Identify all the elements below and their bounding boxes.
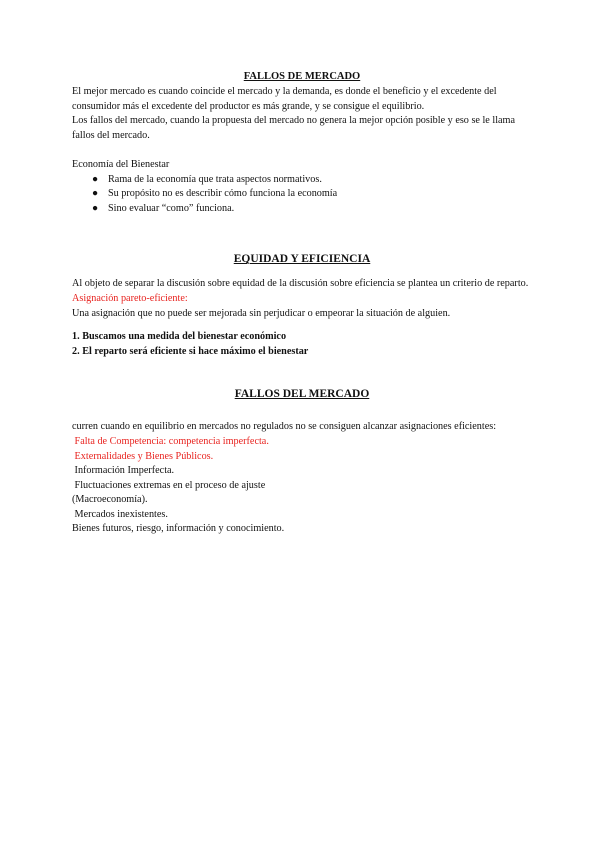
paragraph-asignacion-definicion: Una asignación que no puede ser mejorada sin perjudicar o empeorar la situación de alguien. — [72, 307, 451, 319]
paragraph-objeto-separar: Al objeto de separar la discusión sobre equidad de la discusión sobre eficiencia se plantea un criterio de reparto. — [72, 278, 529, 290]
list-item-bienes-futuros: Bienes futuros, riesgo, información y conocimiento. — [72, 523, 285, 535]
subtitle-economia-bienestar: Economía del Bienestar — [72, 158, 170, 170]
bullet-item — [92, 187, 532, 202]
bullet-text: Rama de la economía que trata aspectos normativos. — [108, 173, 322, 185]
bullet-icon: ● — [92, 188, 99, 200]
blank-line — [72, 143, 532, 158]
bullet-text: Su propósito no es describir cómo funciona la economía — [108, 188, 338, 200]
bullet-item — [92, 173, 532, 188]
paragraph-fallos-definicion: Los fallos del mercado, cuando la propuesta del mercado no genera la mejor opción posible y eso se le llama fallos del mercado. — [72, 115, 516, 141]
bullet-text: Sino evaluar “como” funciona. — [108, 202, 235, 214]
bullet-item — [92, 202, 532, 217]
blank-line — [72, 321, 532, 330]
list-item-informacion-imperfecta: Información Imperfecta. — [72, 465, 175, 477]
section-title-fallos-del-mercado: FALLOS DEL MERCADO — [234, 388, 370, 401]
bullet-list-bienestar — [72, 173, 532, 217]
numbered-point-2: 2. El reparto será eficiente si hace máximo el bienestar — [72, 345, 309, 357]
list-item-fluctuaciones: Fluctuaciones extremas en el proceso de ajuste — [72, 479, 266, 491]
list-item-mercados-inexistentes: Mercados inexistentes. — [72, 508, 168, 520]
bullet-icon: ● — [92, 202, 99, 214]
document-content — [72, 70, 532, 537]
paragraph-mejor-mercado: El mejor mercado es cuando coincide el mercado y la demanda, es donde el beneficio y el excedente del consumidor más el excedente del productor es más grande, y se consigue el equilibrio. — [72, 86, 497, 112]
section-title-equidad-eficiencia: EQUIDAD Y EFICIENCIA — [233, 253, 371, 266]
section-title-fallos-de-mercado: FALLOS DE MERCADO — [243, 71, 361, 82]
bullet-icon: ● — [92, 173, 99, 185]
list-item-falta-competencia: Falta de Competencia: competencia imperfecta. — [72, 435, 269, 447]
list-item-externalidades: Externalidades y Bienes Públicos. — [72, 450, 214, 462]
list-item-macroeconomia: (Macroeconomía). — [72, 494, 148, 506]
numbered-point-1: 1. Buscamos una medida del bienestar económico — [72, 331, 287, 343]
paragraph-curren-equilibrio: curren cuando en equilibrio en mercados no regulados no se consiguen alcanzar asignaciones eficientes: — [72, 421, 497, 433]
label-asignacion-pareto: Asignación pareto-eficiente: — [72, 292, 188, 304]
